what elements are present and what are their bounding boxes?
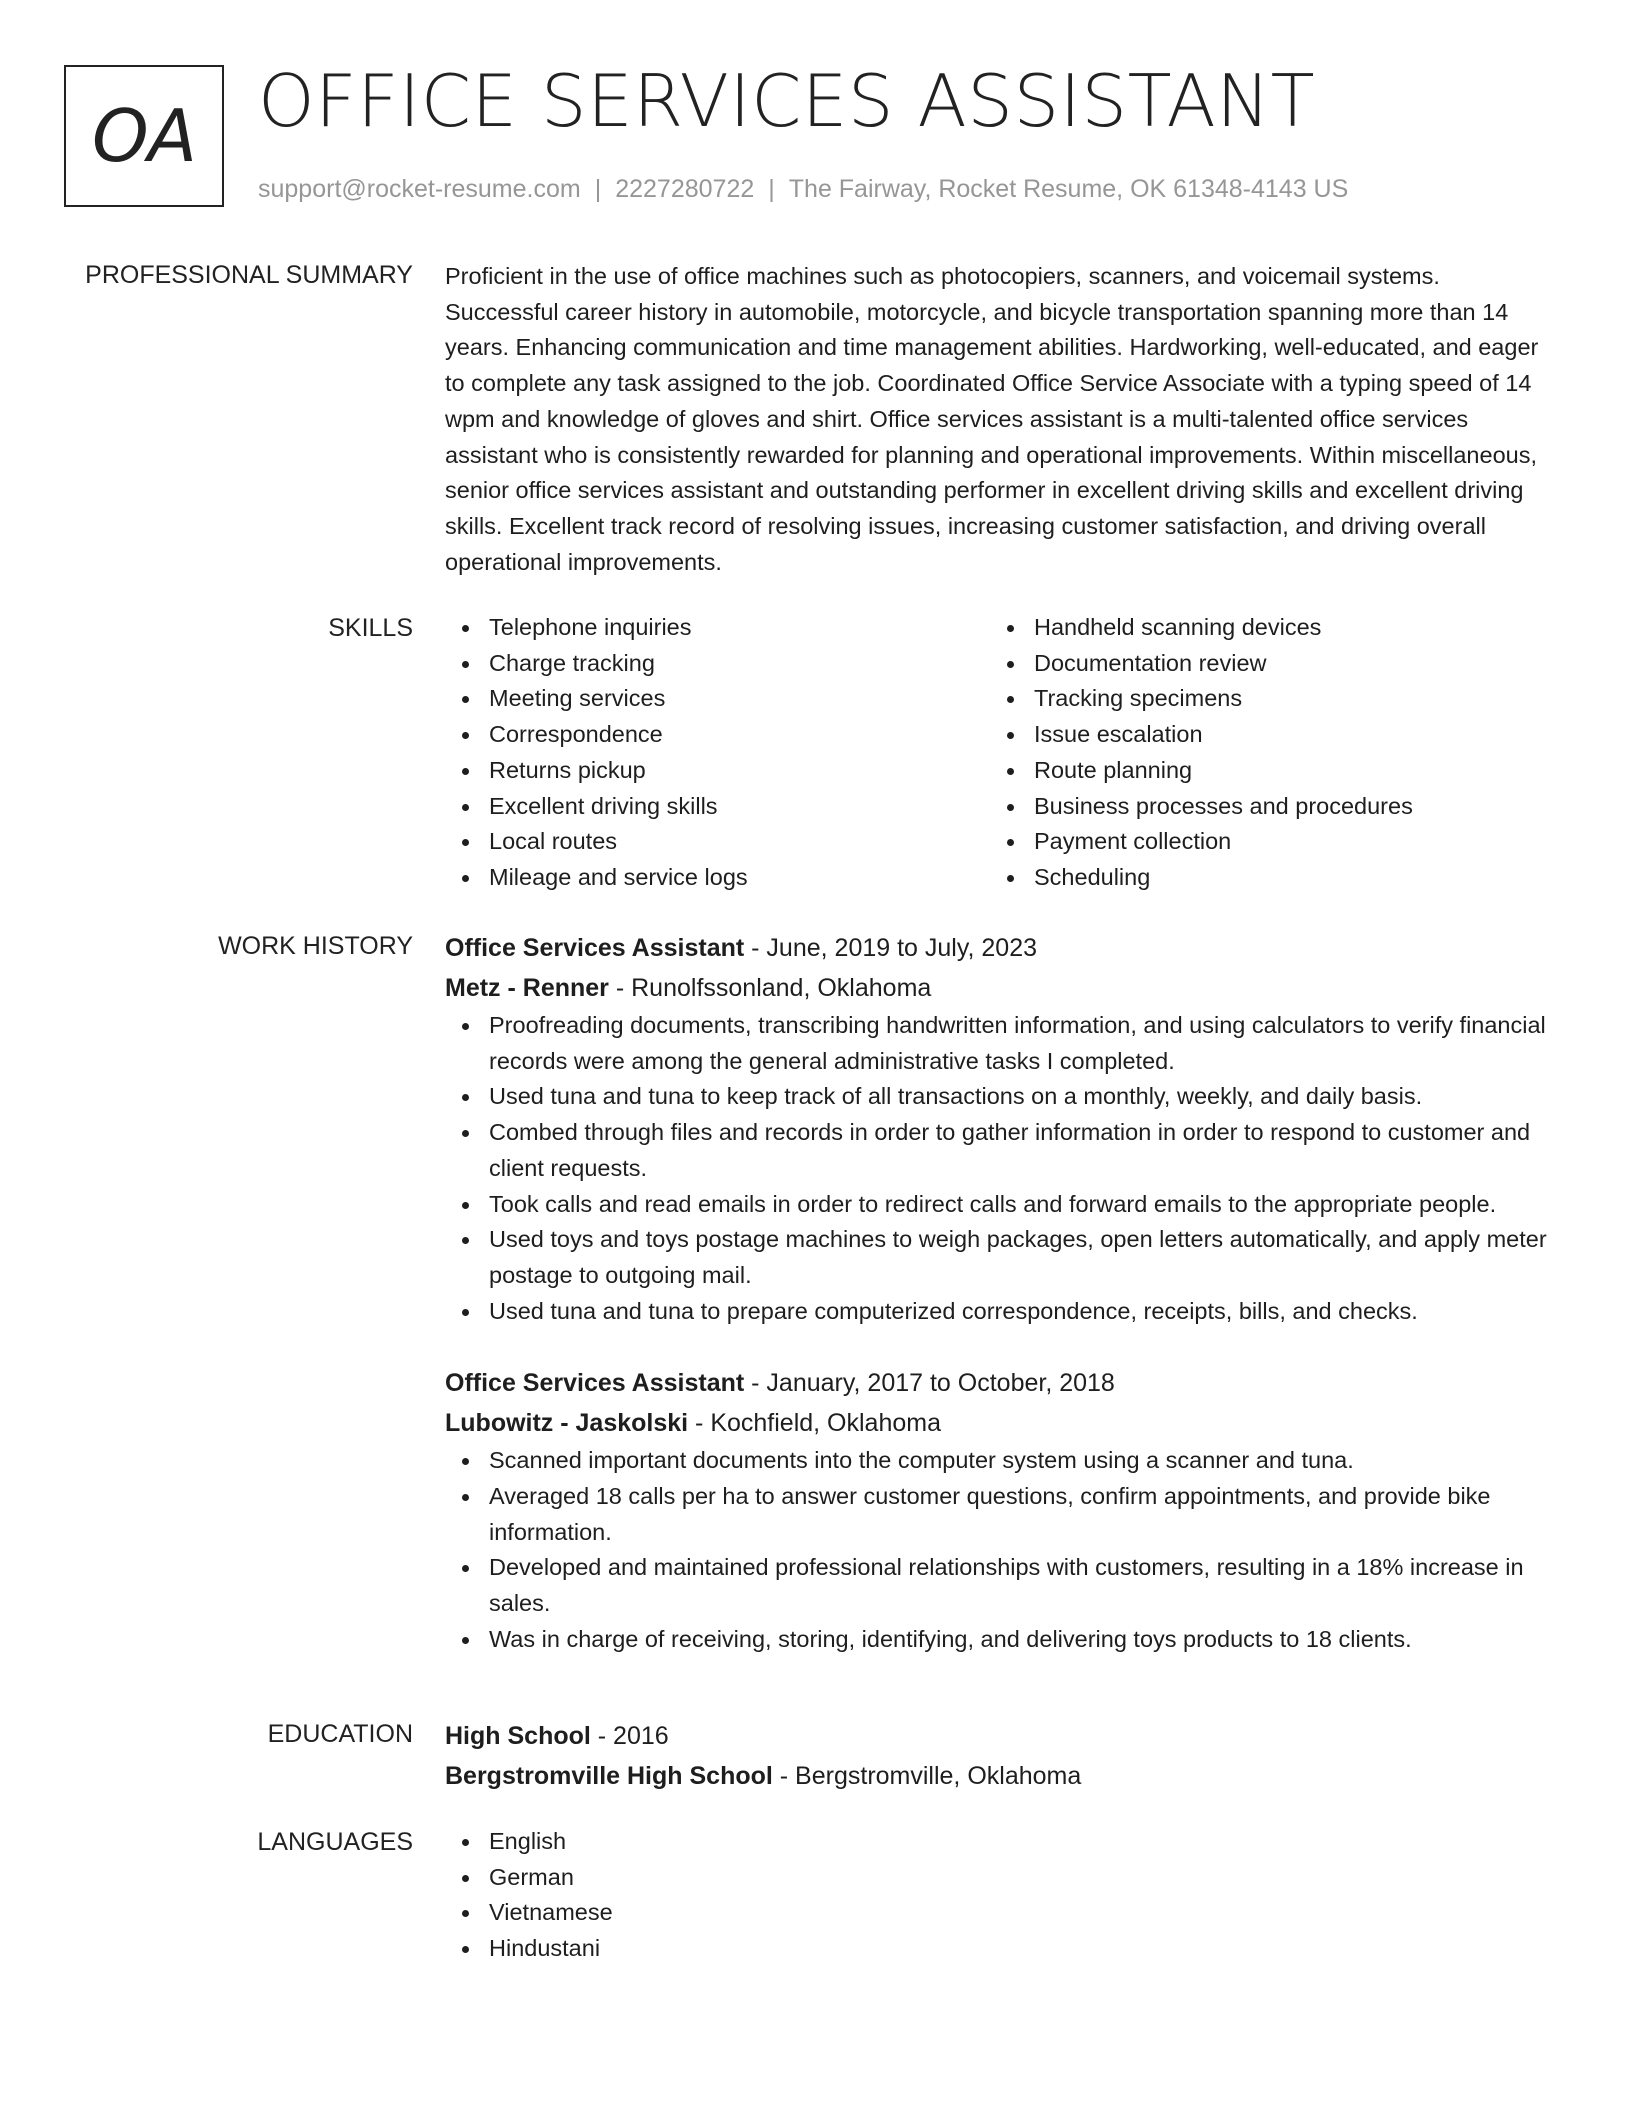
job-bullet: Averaged 18 calls per ha to answer customer questions, confirm appointments, and provide bike information. — [445, 1479, 1560, 1550]
monogram-initials: OA — [92, 94, 196, 178]
languages-list — [445, 1824, 1560, 1967]
language-item: English — [445, 1824, 1560, 1860]
contact-separator: | — [768, 175, 775, 203]
section-label-education: EDUCATION — [267, 1720, 413, 1748]
job-entry — [445, 928, 1560, 1329]
company-location: - Kochfield, Oklahoma — [688, 1409, 942, 1438]
resume-title: OFFICE SERVICES ASSISTANT — [258, 59, 1316, 143]
contact-line — [258, 174, 1348, 204]
skill-item: Documentation review — [990, 646, 1535, 682]
skill-item: Local routes — [445, 824, 990, 860]
skill-item: Payment collection — [990, 824, 1535, 860]
skill-item: Handheld scanning devices — [990, 610, 1535, 646]
section-label-languages: LANGUAGES — [257, 1828, 413, 1856]
job-title-line — [445, 928, 1560, 968]
section-label-skills: SKILLS — [328, 614, 413, 642]
company-line — [445, 968, 1560, 1008]
skills-list-left — [445, 610, 990, 896]
language-item: German — [445, 1860, 1560, 1896]
job-entry — [445, 1363, 1560, 1657]
skill-item: Telephone inquiries — [445, 610, 990, 646]
degree: High School — [445, 1722, 591, 1750]
job-title: Office Services Assistant — [445, 934, 745, 962]
contact-address: The Fairway, Rocket Resume, OK 61348-4143 US — [788, 175, 1349, 203]
job-bullets — [445, 1008, 1560, 1329]
job-bullet: Used toys and toys postage machines to weigh packages, open letters automatically, and apply meter postage to outgoing mail. — [445, 1222, 1560, 1293]
skill-item: Tracking specimens — [990, 681, 1535, 717]
job-dates: - June, 2019 to July, 2023 — [744, 934, 1038, 962]
summary-text: Proficient in the use of office machines such as photocopiers, scanners, and voicemail systems. Successful career history in automobile, motorcycle, and bicycle transportation spanning more than 14 years. Enhancing communication and time management abilities. Hardworking, well-educated, and eager to complete any task assigned to the job. Coordinated Office Service Associate with a typing speed of 14 wpm and knowledge of gloves and shirt. Office services assistant is a multi-talented office services assistant who is consistently rewarded for planning and operational improvements. Within miscellaneous, senior office services assistant and outstanding performer in excellent driving skills and excellent driving skills. Excellent track record of resolving issues, increasing customer satisfaction, and driving overall operational improvements. — [445, 263, 1539, 575]
skill-item: Meeting services — [445, 681, 990, 717]
school-location: - Bergstromville, Oklahoma — [772, 1762, 1082, 1790]
job-bullet: Developed and maintained professional relationships with customers, resulting in a 18% increase in sales. — [445, 1550, 1560, 1621]
company-name: Metz - Renner — [445, 974, 609, 1002]
contact-email: support@rocket-resume.com — [258, 175, 581, 203]
language-item: Vietnamese — [445, 1895, 1560, 1931]
job-bullet: Was in charge of receiving, storing, identifying, and delivering toys products to 18 clients. — [445, 1622, 1560, 1658]
skills-list-right — [990, 610, 1535, 896]
company-line — [445, 1403, 1560, 1443]
skill-item: Mileage and service logs — [445, 860, 990, 896]
contact-phone: 2227280722 — [615, 175, 755, 203]
job-bullet: Scanned important documents into the computer system using a scanner and tuna. — [445, 1443, 1560, 1479]
job-title-line — [445, 1363, 1560, 1403]
job-bullet: Used tuna and tuna to prepare computerized correspondence, receipts, bills, and checks. — [445, 1294, 1560, 1330]
skill-item: Charge tracking — [445, 646, 990, 682]
job-dates: - January, 2017 to October, 2018 — [744, 1369, 1115, 1398]
contact-separator: | — [594, 175, 602, 203]
degree-line — [445, 1716, 1560, 1756]
monogram-box — [64, 65, 224, 207]
skill-item: Issue escalation — [990, 717, 1535, 753]
job-bullet: Used tuna and tuna to keep track of all transactions on a monthly, weekly, and daily basis. — [445, 1079, 1560, 1115]
company-name: Lubowitz - Jaskolski — [445, 1409, 689, 1438]
job-bullet: Combed through files and records in order to gather information in order to respond to customer and client requests. — [445, 1115, 1560, 1186]
job-bullets — [445, 1443, 1560, 1657]
skill-item: Excellent driving skills — [445, 789, 990, 825]
skill-item: Returns pickup — [445, 753, 990, 789]
skill-item: Scheduling — [990, 860, 1535, 896]
section-label-summary: PROFESSIONAL SUMMARY — [85, 261, 413, 289]
section-label-work-history: WORK HISTORY — [218, 932, 413, 960]
school-name: Bergstromville High School — [445, 1762, 773, 1790]
graduation-year: - 2016 — [590, 1722, 669, 1750]
skill-item: Business processes and procedures — [990, 789, 1535, 825]
job-bullet: Took calls and read emails in order to redirect calls and forward emails to the appropriate people. — [445, 1187, 1560, 1223]
job-bullet: Proofreading documents, transcribing handwritten information, and using calculators to verify financial records were among the general administrative tasks I completed. — [445, 1008, 1560, 1079]
language-item: Hindustani — [445, 1931, 1560, 1967]
school-line — [445, 1756, 1560, 1796]
skill-item: Route planning — [990, 753, 1535, 789]
company-location: - Runolfssonland, Oklahoma — [608, 974, 932, 1002]
skill-item: Correspondence — [445, 717, 990, 753]
job-title: Office Services Assistant — [445, 1369, 745, 1398]
